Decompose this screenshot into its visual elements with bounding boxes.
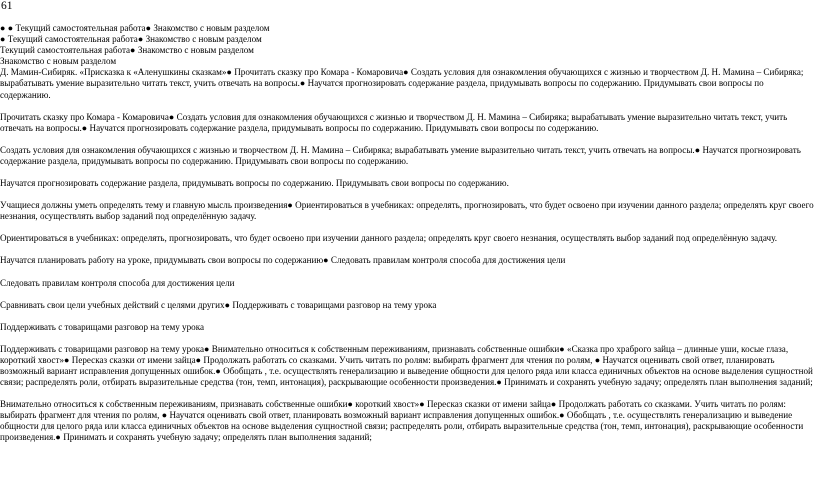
paragraph: Научатся прогнозировать содержание раздела, придумывать вопросы по содержанию. Придумывать свои вопросы по содержанию.: [0, 178, 509, 189]
paragraph: Научатся планировать работу на уроке, придумывать свои вопросы по содержанию● Следовать правилам контроля способа для достижения цели: [0, 255, 566, 266]
paragraph: Внимательно относиться к собственным переживаниям, признавать собственные ошибки● короткий хвост»● Пересказ сказки от имени зайца● Продолжать работать со сказками. Учить читать по ролям: выбирать фрагмент для чтения по ролям, ● Научатся оценивать свой ответ, планировать возможный вариант исправления допущенных ошибок.● Обобщать , т.е. осуществлять генерализацию и выведение общности для целого ряда или класса единичных объектов на основе выделения сущностной связи; распределять роли, отбирать выразительные средства (тон, темп, интонация), раскрывающие особенности произведения.● Принимать и сохранять учебную задачу; определять план выполнения заданий;: [0, 399, 804, 443]
document-body: [0, 23, 814, 444]
header-line: Текущий самостоятельная работа● Знакомство с новым разделом: [0, 45, 254, 56]
paragraph: Прочитать сказку про Комара - Комаровича● Создать условия для ознакомления обучающихся с жизнью и творчеством Д. Н. Мамина – Сибиряка; вырабатывать умение выразительно читать текст, учить отвечать на вопросы.● Научатся прогнозировать содержание раздела, придумывать вопросы по содержанию. Придумывать свои вопросы по содержанию.: [0, 111, 788, 133]
header-line: ● Текущий самостоятельная работа● Знакомство с новым разделом: [0, 34, 262, 45]
paragraph: Ориентироваться в учебниках: определять, прогнозировать, что будет освоено при изучении данного раздела; определять круг своего незнания, осуществлять выбор заданий под определённую задачу.: [0, 233, 777, 244]
paragraph: Следовать правилам контроля способа для достижения цели: [0, 277, 235, 288]
header-line: Знакомство с новым разделом: [0, 56, 117, 67]
paragraph: Учащиеся должны уметь определять тему и главную мысль произведения● Ориентироваться в учебниках: определять, прогнозировать, что будет освоено при изучении данного раздела; определять круг своего незнания, осуществлять выбор заданий под определённую задачу.: [0, 200, 814, 222]
paragraph: Поддерживать с товарищами разговор на тему урока: [0, 321, 205, 332]
paragraph: Создать условия для ознакомления обучающихся с жизнью и творчеством Д. Н. Мамина – Сибиряка; вырабатывать умение выразительно читать текст, учить отвечать на вопросы.● Научатся прогнозировать содержание раздела, придумывать вопросы по содержанию. Придумывать свои вопросы по содержанию.: [0, 144, 801, 166]
paragraph: Сравнивать свои цели учебных действий с целями других● Поддерживать с товарищами разговор на тему урока: [0, 299, 437, 310]
header-line: ● ● Текущий самостоятельная работа● Знакомство с новым разделом: [0, 23, 270, 33]
page-number: 61: [1, 0, 13, 12]
paragraph: Д. Мамин-Сибиряк. «Присказка к «Аленушкины сказкам»● Прочитать сказку про Комара - Комаровича● Создать условия для ознакомления обучающихся с жизнью и творчеством Д. Н. Мамина – Сибиряка; вырабатывать умение выразительно читать текст, учить отвечать на вопросы.● Научатся прогнозировать содержание раздела, придумывать вопросы по содержанию. Придумывать свои вопросы по содержанию.: [0, 67, 804, 100]
paragraph: Поддерживать с товарищами разговор на тему урока● Внимательно относиться к собственным переживаниям, признавать собственные ошибки● «Сказка про храброго зайца – длинные уши, косые глаза, короткий хвост»● Пересказ сказки от имени зайца● Продолжать работать со сказками. Учить читать по ролям: выбирать фрагмент для чтения по ролям, ● Научатся оценивать свой ответ, планировать возможный вариант исправления допущенных ошибок.● Обобщать , т.е. осуществлять генерализацию и выведение общности для целого ряда или класса единичных объектов на основе выделения сущностной связи; распределять роли, отбирать выразительные средства (тон, темп, интонация), раскрывающие особенности произведения.● Принимать и сохранять учебную задачу; определять план выполнения заданий;: [0, 343, 813, 388]
